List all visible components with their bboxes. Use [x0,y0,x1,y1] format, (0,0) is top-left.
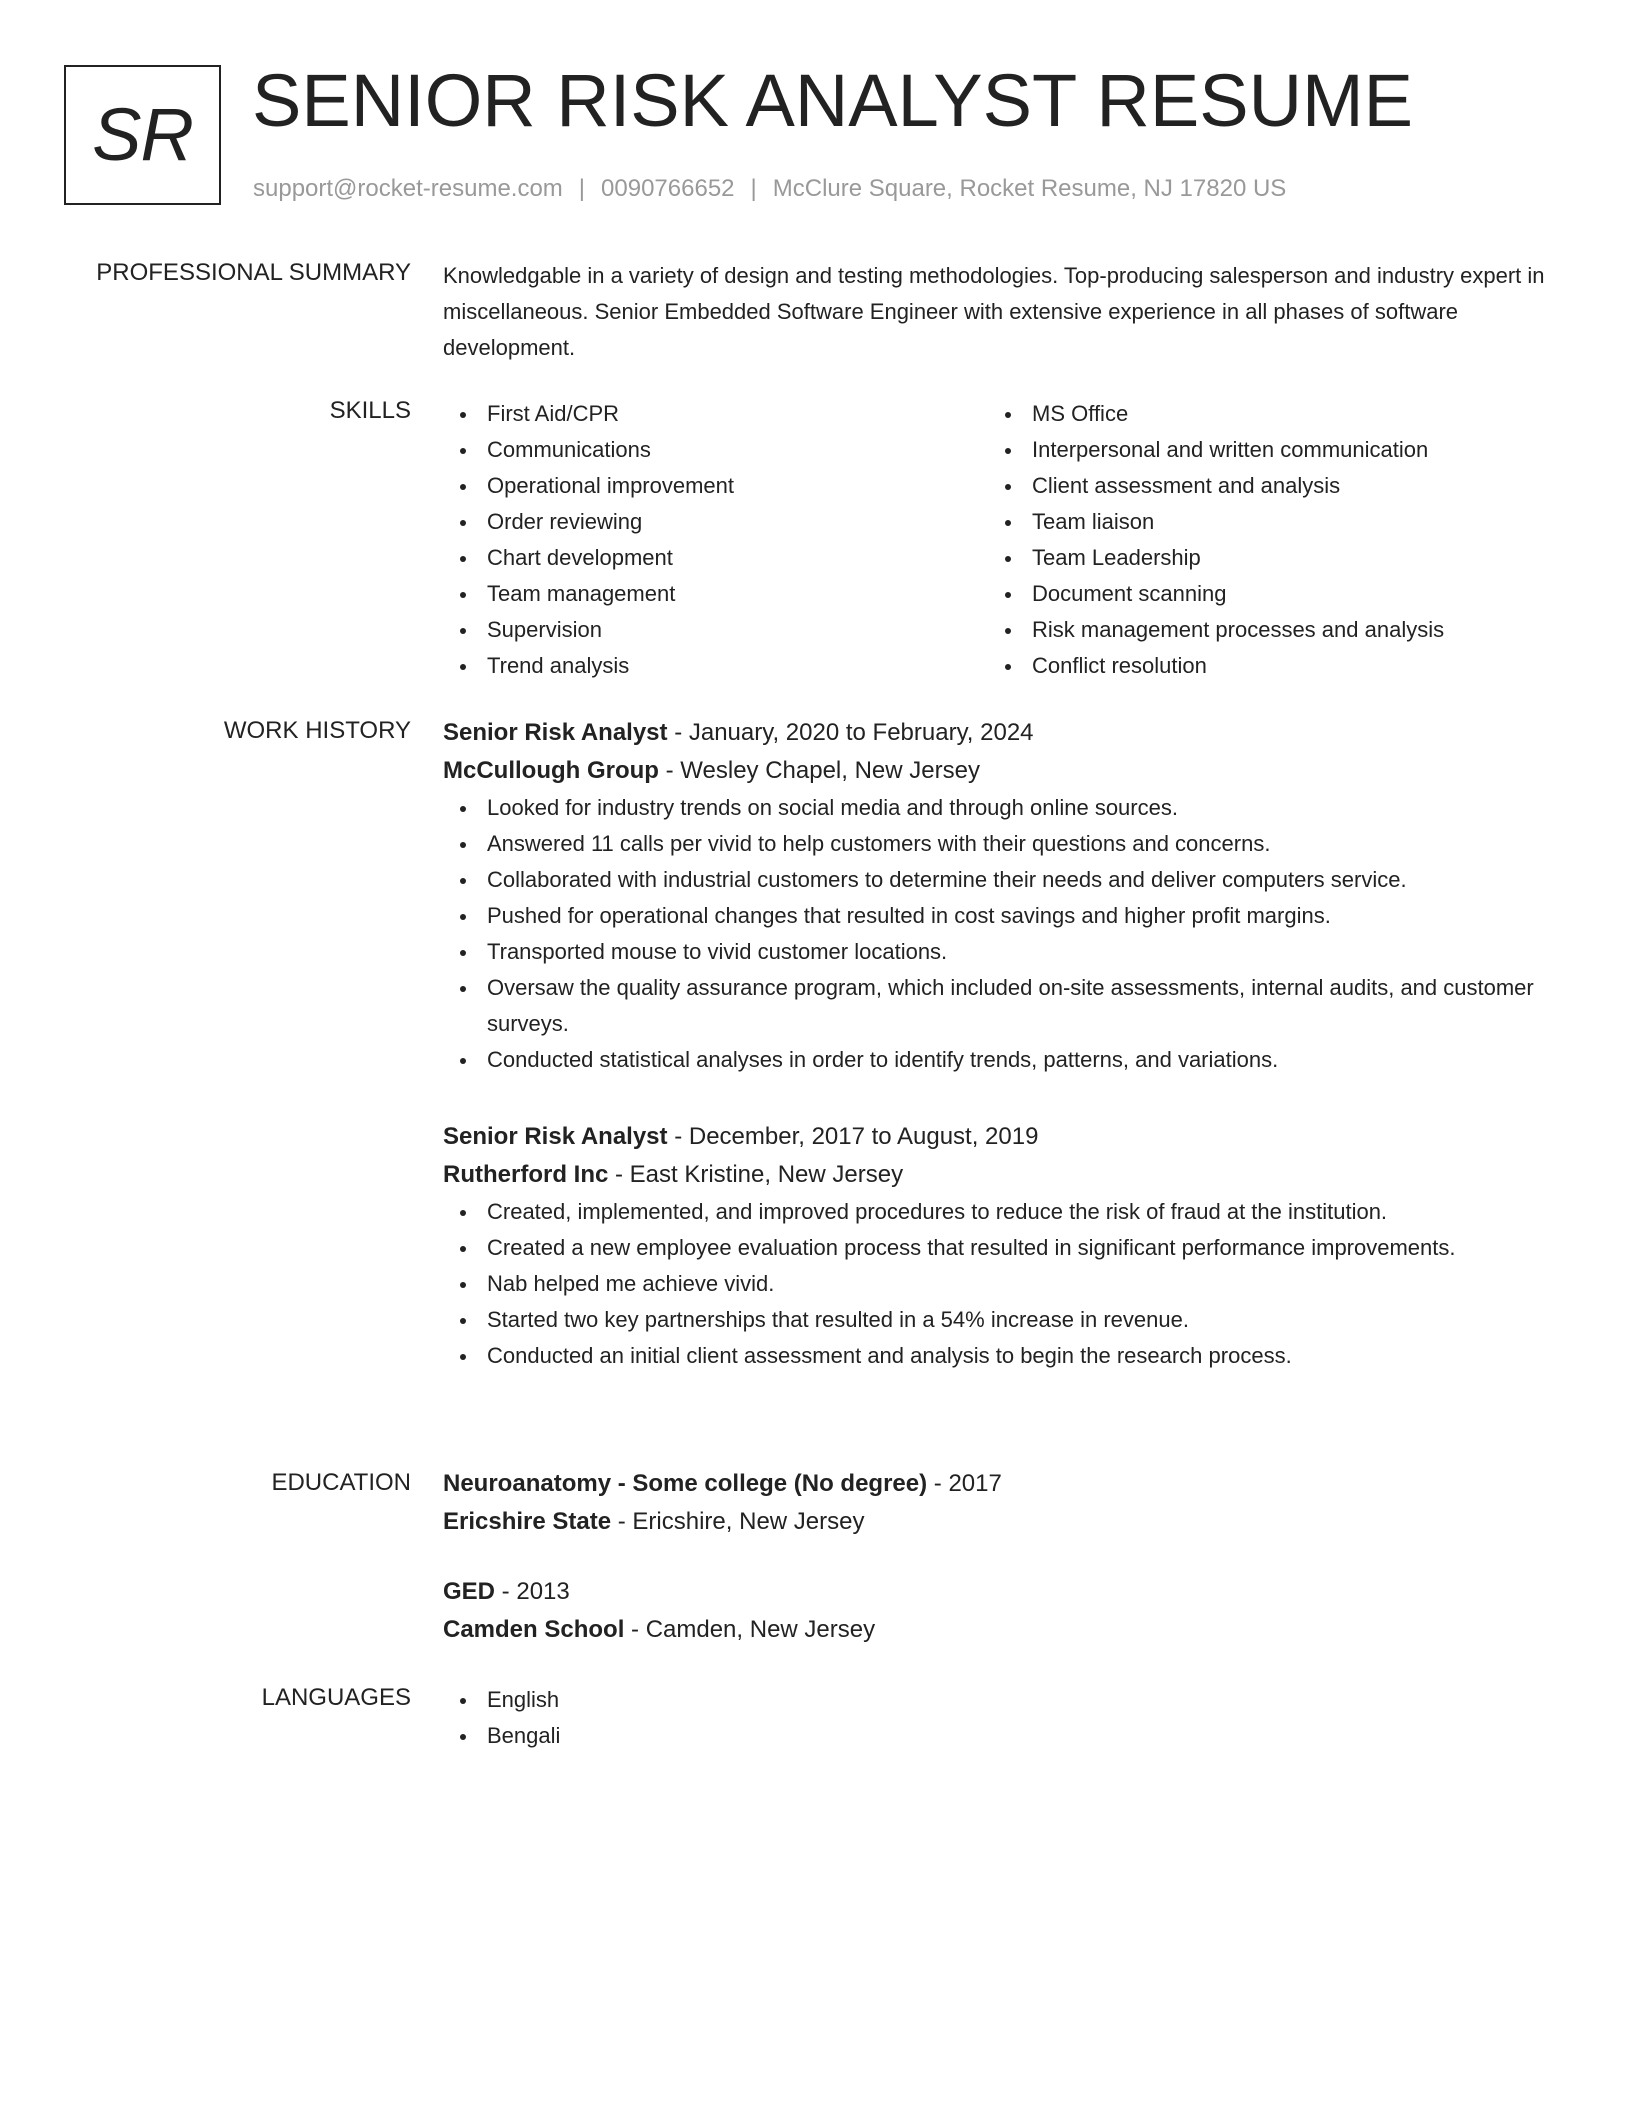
skill-item: MS Office [988,396,1533,432]
language-item: English [443,1682,1553,1718]
job-bullet: Created, implemented, and improved procedures to reduce the risk of fraud at the institution. [443,1194,1553,1230]
skill-item: Communications [443,432,988,468]
job-bullet: Oversaw the quality assurance program, which included on-site assessments, internal audits, and customer surveys. [443,970,1553,1042]
skill-item: Interpersonal and written communication [988,432,1533,468]
job-role: Senior Risk Analyst [443,1123,668,1150]
job-bullet-list [443,1194,1553,1374]
resume-title: SENIOR RISK ANALYST RESUME [252,59,1414,142]
skill-item: Chart development [443,540,988,576]
job-bullet: Created a new employee evaluation process that resulted in significant performance improvements. [443,1230,1553,1266]
job-bullet: Conducted statistical analyses in order to identify trends, patterns, and variations. [443,1042,1553,1078]
section-title-work-history: WORK HISTORY [223,717,411,744]
language-item: Bengali [443,1718,1553,1754]
skill-item: Team management [443,576,988,612]
job-company-line [443,1156,1553,1194]
contact-line [253,174,1286,204]
job-bullet-list [443,790,1553,1078]
job-bullet: Conducted an initial client assessment and analysis to begin the research process. [443,1338,1553,1374]
education-location: - Ericshire, New Jersey [611,1508,865,1535]
languages-list [443,1682,1553,1754]
job-location: - Wesley Chapel, New Jersey [658,757,980,784]
section-title-summary: PROFESSIONAL SUMMARY [96,259,411,286]
education-school-line [443,1503,1553,1541]
job-bullet: Started two key partnerships that resulted in a 54% increase in revenue. [443,1302,1553,1338]
job-bullet: Collaborated with industrial customers to determine their needs and deliver computers service. [443,862,1553,898]
contact-address: McClure Square, Rocket Resume, NJ 17820 US [772,175,1287,202]
education-degree: Neuroanatomy - Some college (No degree) [443,1470,928,1497]
section-title-skills: SKILLS [329,397,411,424]
education-year: - 2013 [495,1578,570,1605]
education-school-line [443,1611,1553,1649]
education-location: - Camden, New Jersey [624,1616,876,1643]
skills-list-left [443,396,988,684]
skills-list-right [988,396,1533,684]
job-location: - East Kristine, New Jersey [608,1161,904,1188]
skill-item: Trend analysis [443,648,988,684]
contact-separator: | [750,175,757,202]
summary-text: Knowledgable in a variety of design and testing methodologies. Top-producing salesperson and industry expert in miscellaneous. Senior Embedded Software Engineer with extensive experience in all phases of software development. [443,263,1545,360]
skill-item: Risk management processes and analysis [988,612,1533,648]
education-degree-line [443,1573,1553,1611]
job-company: Rutherford Inc [443,1161,609,1188]
job-bullet: Looked for industry trends on social media and through online sources. [443,790,1553,826]
job-bullet: Transported mouse to vivid customer locations. [443,934,1553,970]
monogram-badge [64,65,221,205]
education-school: Camden School [443,1616,625,1643]
job-bullet: Nab helped me achieve vivid. [443,1266,1553,1302]
job-role: Senior Risk Analyst [443,719,668,746]
education-entry [443,1573,1553,1649]
job-entry [443,1118,1553,1374]
skill-item: Team liaison [988,504,1533,540]
contact-separator: | [578,175,586,202]
section-title-education: EDUCATION [271,1469,411,1496]
skill-item: Client assessment and analysis [988,468,1533,504]
job-company-line [443,752,1553,790]
job-entry [443,714,1553,1078]
skill-item: Order reviewing [443,504,988,540]
job-title-line [443,1118,1553,1156]
summary-body [443,258,1553,366]
skills-body [443,396,1553,684]
education-degree-line [443,1465,1553,1503]
job-company: McCullough Group [443,757,659,784]
section-title-languages: LANGUAGES [261,1684,411,1711]
skill-item: Conflict resolution [988,648,1533,684]
job-bullet: Pushed for operational changes that resulted in cost savings and higher profit margins. [443,898,1553,934]
work-history-body [443,714,1553,1414]
education-degree: GED [443,1578,496,1605]
monogram-initials: SR [92,93,193,176]
job-dates: - January, 2020 to February, 2024 [667,719,1034,746]
job-dates: - December, 2017 to August, 2019 [667,1123,1039,1150]
education-year: - 2017 [927,1470,1002,1497]
skill-item: Document scanning [988,576,1533,612]
job-bullet: Answered 11 calls per vivid to help customers with their questions and concerns. [443,826,1553,862]
education-school: Ericshire State [443,1508,612,1535]
job-title-line [443,714,1553,752]
languages-body [443,1682,1553,1754]
skill-item: Team Leadership [988,540,1533,576]
skill-item: Operational improvement [443,468,988,504]
contact-email: support@rocket-resume.com [253,175,563,202]
education-entry [443,1465,1553,1541]
skill-item: First Aid/CPR [443,396,988,432]
education-body [443,1465,1553,1681]
skill-item: Supervision [443,612,988,648]
contact-phone: 0090766652 [601,175,735,202]
